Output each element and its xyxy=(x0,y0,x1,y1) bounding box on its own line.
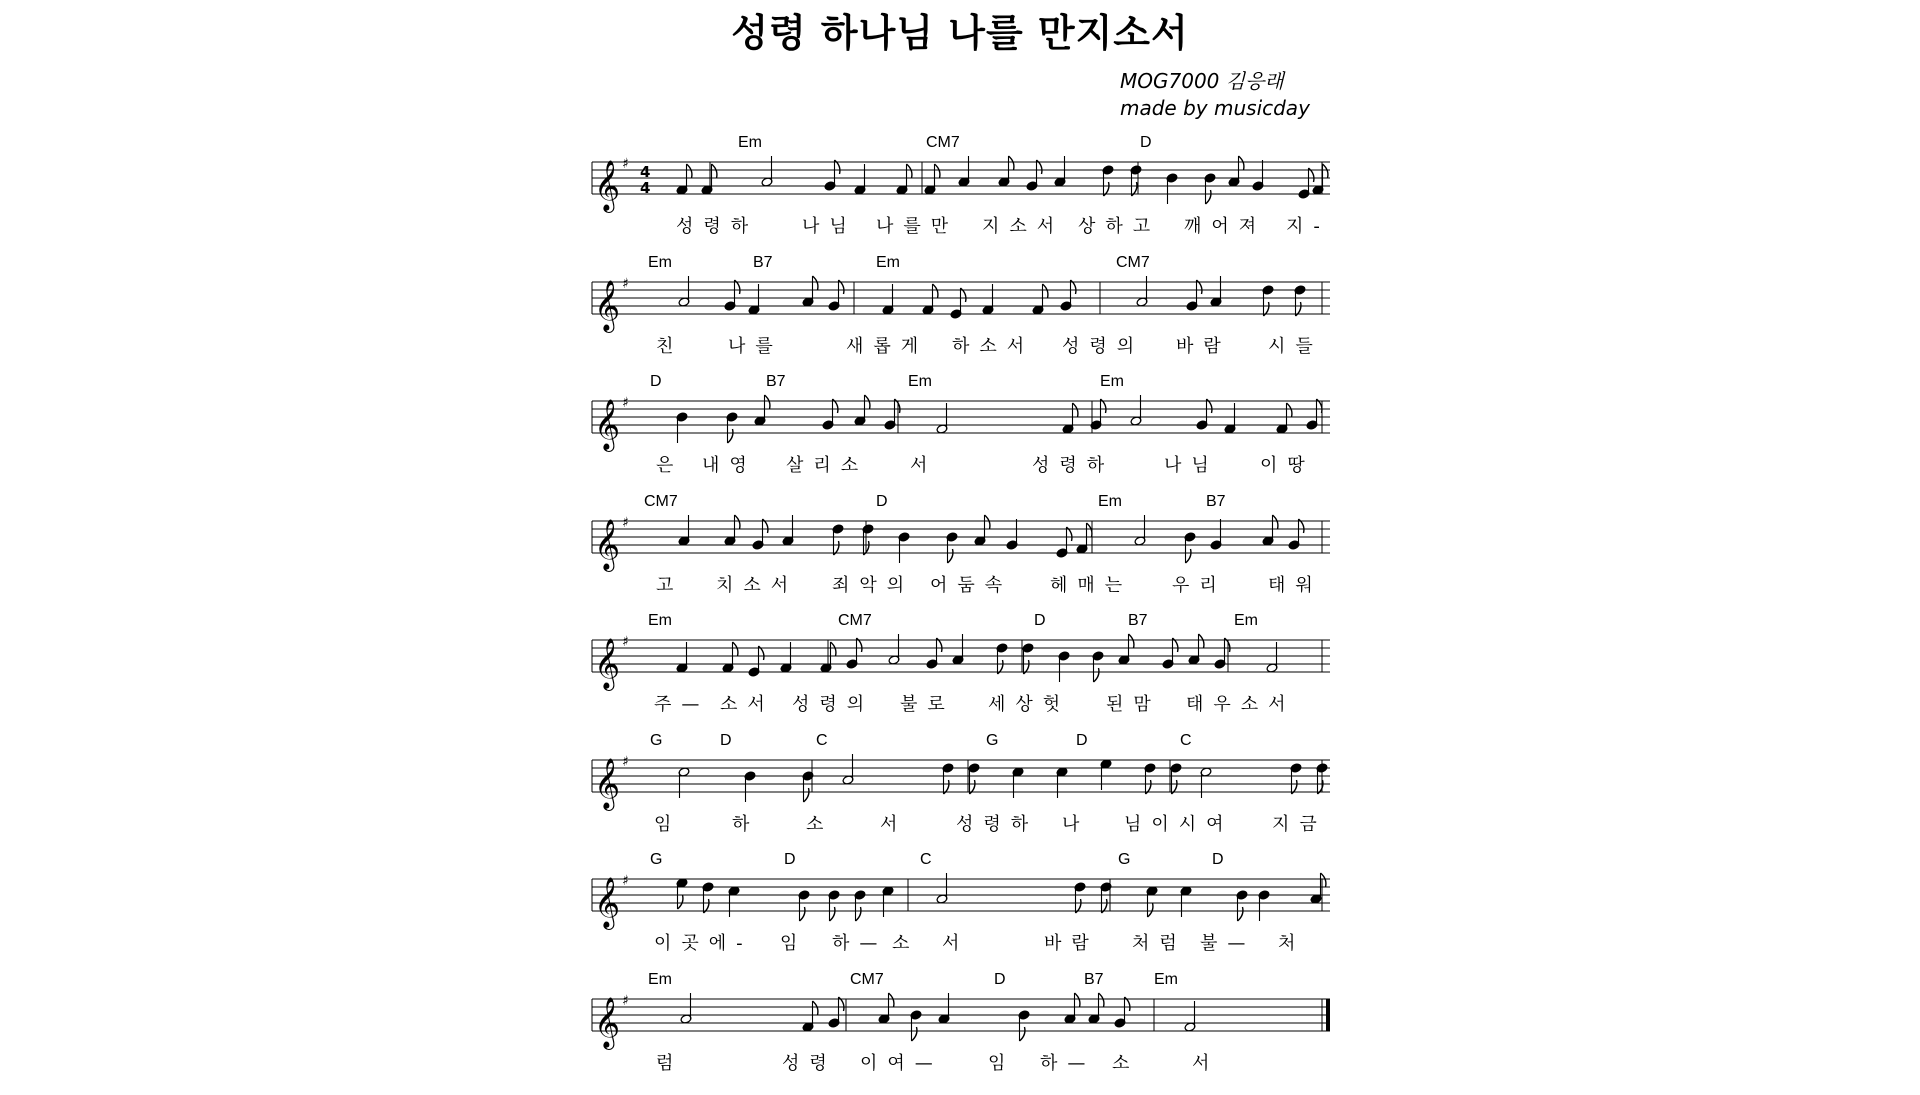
lyric-text: 성령의 xyxy=(1062,335,1145,357)
note xyxy=(1184,1001,1196,1032)
chord-symbol: D xyxy=(876,492,888,510)
note xyxy=(761,156,773,187)
chord-symbol: Em xyxy=(648,970,672,988)
note xyxy=(982,284,994,315)
note xyxy=(898,531,910,562)
note xyxy=(1012,766,1024,797)
note xyxy=(802,276,818,307)
note xyxy=(896,164,912,195)
chord-symbol: B7 xyxy=(1084,970,1104,988)
lyric-text: 이곳에- xyxy=(654,933,753,954)
lyric-text: 처 xyxy=(1278,933,1306,954)
note xyxy=(1134,515,1146,546)
time-signature-bottom: 4 xyxy=(640,179,651,197)
staff xyxy=(592,377,1332,450)
treble-clef: 𝄞 xyxy=(594,399,621,450)
note xyxy=(1100,758,1112,789)
note xyxy=(1056,766,1068,797)
note xyxy=(1058,651,1070,682)
lyric-text: 고 xyxy=(656,574,684,596)
lyric-text: 럼 xyxy=(656,1052,684,1074)
staff xyxy=(592,975,1332,1048)
lyric-text: 살리소 xyxy=(786,455,869,476)
lyric-text: 어둠속 xyxy=(930,574,1013,596)
chord-symbol: G xyxy=(986,731,999,749)
note xyxy=(938,993,950,1024)
note xyxy=(946,531,958,562)
lyric-text: 님이시여 xyxy=(1124,813,1234,835)
chord-symbol: D xyxy=(994,970,1006,988)
note xyxy=(1076,523,1092,554)
note xyxy=(1088,993,1104,1024)
chord-symbol: Em xyxy=(908,373,932,390)
note xyxy=(1032,284,1048,315)
chord-symbol: D xyxy=(1140,134,1152,151)
lyric-text: 하 xyxy=(732,813,760,835)
chord-symbol: G xyxy=(1118,851,1131,868)
chord-symbol: G xyxy=(650,851,663,868)
staff-system-3 xyxy=(592,373,1332,497)
note xyxy=(748,284,760,315)
note xyxy=(680,993,692,1024)
note xyxy=(1184,531,1196,562)
note xyxy=(1130,165,1142,196)
credits xyxy=(1120,68,1310,122)
note xyxy=(1170,762,1182,793)
staff xyxy=(592,616,1332,689)
note xyxy=(958,156,970,187)
lyric-text: 소서 xyxy=(720,694,775,715)
lyric-text: 내영 xyxy=(702,455,757,476)
note xyxy=(878,993,894,1024)
note xyxy=(676,164,692,195)
lyric-text: 바람 xyxy=(1176,335,1231,357)
note xyxy=(1262,515,1278,546)
lyric-text: 서 xyxy=(1192,1052,1220,1074)
key-signature-sharp: ♯ xyxy=(622,634,629,650)
lyric-text: 깨어져 xyxy=(1184,216,1267,237)
staff xyxy=(592,258,1332,331)
note xyxy=(854,890,866,921)
chord-symbol: B7 xyxy=(1128,612,1148,629)
note xyxy=(1092,651,1104,682)
note xyxy=(936,873,948,904)
note xyxy=(1180,886,1192,917)
chord-symbol: B7 xyxy=(1206,492,1226,510)
chord-symbol: CM7 xyxy=(850,970,884,988)
chord-symbol: Em xyxy=(1100,373,1124,390)
note xyxy=(854,164,866,195)
lyric-text: 치소서 xyxy=(716,574,799,596)
note xyxy=(1062,403,1078,434)
note xyxy=(936,403,948,434)
lyric-text: 불— xyxy=(1200,933,1256,954)
key-signature-sharp: ♯ xyxy=(622,156,629,172)
staff-system-6 xyxy=(592,731,1332,856)
lyric-text: 임 xyxy=(988,1052,1016,1074)
note xyxy=(754,395,770,426)
chord-symbol: Em xyxy=(648,253,672,271)
note xyxy=(882,886,894,917)
note xyxy=(724,515,740,546)
chord-symbol: CM7 xyxy=(644,492,678,510)
lyric-text: 나 xyxy=(1062,813,1090,835)
lyric-text: 세상헛 xyxy=(988,694,1071,715)
note xyxy=(832,523,844,554)
lyric-text: 소 xyxy=(806,813,834,835)
note xyxy=(722,642,738,673)
note xyxy=(1130,395,1142,426)
note xyxy=(1102,165,1114,196)
chord-symbol: Em xyxy=(1098,492,1122,510)
lyric-text: 성령하 xyxy=(676,216,759,237)
note xyxy=(782,515,794,546)
note xyxy=(780,642,792,673)
note xyxy=(1204,173,1216,204)
note xyxy=(726,412,738,443)
lyric-text: 서 xyxy=(910,455,938,476)
staff-system-5 xyxy=(592,612,1332,736)
note xyxy=(676,642,688,673)
credit-maker: made by musicday xyxy=(1120,96,1310,120)
note xyxy=(1136,276,1148,307)
lyric-text: 하소서 xyxy=(952,335,1035,357)
staff-system-1 xyxy=(592,134,1332,258)
lyric-text: 헤매는 xyxy=(1050,574,1133,596)
note xyxy=(1236,890,1248,921)
note xyxy=(1064,993,1080,1024)
note xyxy=(1054,156,1066,187)
note xyxy=(1200,766,1212,797)
note xyxy=(968,762,980,793)
note xyxy=(910,1009,922,1040)
note xyxy=(1266,642,1278,673)
note xyxy=(854,395,870,426)
lyric-text: 하— xyxy=(1040,1052,1096,1074)
lyric-text: 처럼 xyxy=(1132,933,1187,954)
song-title: 성령 하나님 나를 만지소서 xyxy=(731,11,1189,55)
credit-author: MOG7000 김응래 xyxy=(1120,69,1284,93)
note xyxy=(1294,284,1306,315)
key-signature-sharp: ♯ xyxy=(622,514,629,531)
lyric-text: 시들 xyxy=(1268,335,1323,357)
note xyxy=(1210,276,1222,307)
chord-symbol: CM7 xyxy=(1116,253,1150,271)
key-signature-sharp: ♯ xyxy=(622,873,629,889)
note xyxy=(798,890,810,921)
chord-symbol: D xyxy=(1034,612,1046,629)
note xyxy=(702,882,714,913)
staff xyxy=(592,736,1332,809)
chord-symbol: Em xyxy=(738,134,762,151)
treble-clef: 𝄞 xyxy=(594,757,621,809)
note xyxy=(1188,634,1204,665)
note xyxy=(1074,882,1086,913)
staff-system-7 xyxy=(592,851,1332,975)
lyric-text: 소 xyxy=(892,933,920,954)
note xyxy=(676,878,688,909)
note xyxy=(701,164,717,195)
lyric-text: 불로 xyxy=(900,694,955,715)
note xyxy=(862,523,874,554)
note xyxy=(974,515,990,546)
note xyxy=(676,412,688,443)
note xyxy=(1144,762,1156,793)
chord-symbol: C xyxy=(816,731,828,749)
chord-symbol: Em xyxy=(648,612,672,629)
note xyxy=(678,276,690,307)
note xyxy=(998,156,1014,187)
treble-clef: 𝄞 xyxy=(594,877,621,928)
lyric-text: 은 xyxy=(656,455,684,476)
treble-clef: 𝄞 xyxy=(594,279,621,331)
staff-system-8 xyxy=(592,970,1332,1095)
note xyxy=(1018,1009,1030,1040)
chord-symbol: C xyxy=(1180,731,1192,749)
note xyxy=(1252,160,1264,191)
chord-symbol: C xyxy=(920,851,932,868)
lyric-text: 하— xyxy=(832,933,888,954)
lyric-text: 우리 xyxy=(1172,574,1227,596)
note xyxy=(1118,634,1134,665)
staff-system-2 xyxy=(592,253,1332,378)
note xyxy=(678,515,690,546)
chord-symbol: Em xyxy=(1154,970,1178,988)
note xyxy=(1146,886,1158,917)
time-signature-top: 4 xyxy=(640,163,651,181)
note xyxy=(942,762,954,793)
note xyxy=(828,890,840,921)
note xyxy=(952,634,964,665)
lyric-text: 죄악의 xyxy=(832,574,915,596)
lyric-text: 된맘 xyxy=(1106,694,1161,715)
chord-symbol: CM7 xyxy=(838,612,872,629)
chord-symbol: Em xyxy=(876,253,900,271)
lyric-text: 주— xyxy=(654,694,710,715)
note xyxy=(996,643,1008,674)
lyric-text: 바람 xyxy=(1044,933,1099,954)
key-signature-sharp: ♯ xyxy=(622,395,629,411)
lyric-text: 태워 xyxy=(1268,574,1323,596)
note xyxy=(1022,643,1034,674)
lyric-text: 소 xyxy=(1112,1052,1140,1074)
chord-symbol: D xyxy=(1076,731,1088,749)
note xyxy=(1290,762,1302,793)
treble-clef: 𝄞 xyxy=(594,160,621,211)
note xyxy=(1228,156,1244,187)
lyric-text: 이땅 xyxy=(1260,455,1315,476)
staff-system-4 xyxy=(592,492,1332,617)
chord-symbol: D xyxy=(650,373,662,390)
chord-symbol: B7 xyxy=(766,373,786,390)
note xyxy=(744,770,756,801)
note xyxy=(924,164,940,195)
chord-symbol: D xyxy=(1212,851,1224,868)
treble-clef: 𝄞 xyxy=(594,518,621,570)
note xyxy=(882,284,894,315)
note xyxy=(888,634,900,665)
note xyxy=(802,1001,818,1032)
chord-symbol: D xyxy=(784,851,796,868)
chord-symbol: CM7 xyxy=(926,134,960,151)
lyric-text: 성령하 xyxy=(1032,455,1115,476)
key-signature-sharp: ♯ xyxy=(622,275,629,292)
lyric-text: 친 xyxy=(656,335,684,357)
lyric-text: 지금 xyxy=(1272,813,1327,835)
note xyxy=(842,754,854,785)
note xyxy=(1276,403,1292,434)
note xyxy=(728,886,740,917)
note xyxy=(678,766,690,797)
chord-symbol: Em xyxy=(1234,612,1258,629)
chord-symbol: G xyxy=(650,731,663,749)
note xyxy=(922,284,938,315)
key-signature-sharp: ♯ xyxy=(622,753,629,770)
note xyxy=(1258,890,1270,921)
note xyxy=(1166,173,1178,204)
final-barline-thick xyxy=(1326,999,1330,1031)
chord-symbol: D xyxy=(720,731,732,749)
treble-clef: 𝄞 xyxy=(594,996,621,1048)
lyric-text: 상하고 xyxy=(1078,216,1161,237)
lyric-text: 나님 xyxy=(1164,455,1219,476)
lyric-text: 성령하 xyxy=(956,813,1039,835)
lyric-text: 서 xyxy=(880,813,908,835)
lyric-text: 임 xyxy=(780,933,808,954)
lyric-text: 임 xyxy=(654,813,682,835)
lyric-text: 성령 xyxy=(782,1052,837,1074)
note xyxy=(1310,873,1326,904)
key-signature-sharp: ♯ xyxy=(622,992,629,1009)
lyric-text: 새롭게 xyxy=(846,335,929,357)
lyric-text: 이여— xyxy=(860,1052,943,1074)
lyric-text: 나를 xyxy=(728,335,783,357)
lyric-text: 지소서 xyxy=(982,216,1065,237)
lyric-text: 성령의 xyxy=(792,694,875,715)
lyric-text: 태우소서 xyxy=(1186,694,1296,715)
lyric-text: 나를만 xyxy=(876,216,959,237)
treble-clef: 𝄞 xyxy=(594,638,621,689)
lyric-text: 지- xyxy=(1286,216,1330,237)
lyric-text: 서 xyxy=(942,933,970,954)
staff xyxy=(592,138,1332,211)
note xyxy=(1224,403,1236,434)
chord-symbol: B7 xyxy=(753,253,773,271)
lyric-text: 나님 xyxy=(802,216,857,237)
note xyxy=(1210,519,1222,550)
note xyxy=(1006,519,1018,550)
note xyxy=(1262,284,1274,315)
